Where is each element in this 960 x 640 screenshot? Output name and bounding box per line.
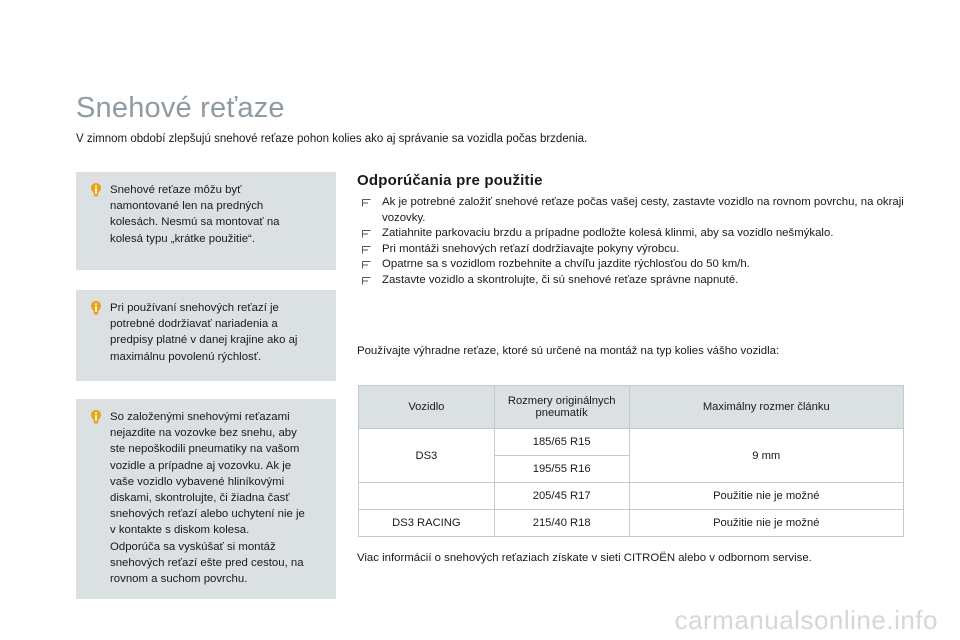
list-item: Ak je potrebné založiť snehové reťaze počas vašej cesty, zastavte vozidlo na rovnom povrchu, na okraji vozovky. bbox=[362, 195, 907, 226]
checkbox-bullet-icon bbox=[362, 246, 371, 254]
cell-tyre: 185/65 R15 bbox=[494, 429, 629, 456]
checkbox-bullet-icon bbox=[362, 277, 371, 285]
table-row bbox=[359, 510, 904, 537]
info-box-text: So založenými snehovými reťazami nejazdite na vozovke bez snehu, aby ste nepoškodili pneumatiky na vašom vozidle a prípadne aj vozovku. Ak je vaše vozidlo vybavené hliníkovými diskami, skontrolujte, či žiadna časť snehových reťazí alebo uchytení nie je v kontakte s diskom kolesa. Odporúča sa vyskúšať si montáž snehových reťazí ešte pred cestou, na rovnom a suchom povrchu. bbox=[110, 411, 305, 586]
cell-max: 9 mm bbox=[629, 429, 903, 483]
list-item: Pri montáži snehových reťazí dodržiavajte pokyny výrobcu. bbox=[362, 242, 907, 258]
cell-max: Použitie nie je možné bbox=[629, 483, 903, 510]
cell-tyre: 215/40 R18 bbox=[494, 510, 629, 537]
table-row bbox=[359, 429, 904, 456]
recommendations-list bbox=[362, 195, 907, 289]
page-title: Snehové reťaze bbox=[76, 92, 285, 124]
info-box-text: Snehové reťaze môžu byť namontované len na predných kolesách. Nesmú sa montovať na kolesá typu „krátke použitie“. bbox=[110, 184, 280, 245]
intro-text: V zimnom období zlepšujú snehové reťaze pohon kolies ako aj správanie sa vozidla počas brzdenia. bbox=[76, 133, 588, 145]
snow-chain-table bbox=[358, 385, 904, 537]
checkbox-bullet-icon bbox=[362, 199, 371, 207]
cell-tyre: 195/55 R16 bbox=[494, 456, 629, 483]
table-header-row bbox=[359, 386, 904, 429]
header-tyre-size: Rozmery originálnych pneumatík bbox=[494, 386, 629, 429]
checkbox-bullet-icon bbox=[362, 261, 371, 269]
info-icon bbox=[89, 300, 103, 316]
info-box-no-snow-warning bbox=[76, 399, 336, 599]
table-row bbox=[359, 483, 904, 510]
watermark: carmanualsonline.info bbox=[674, 605, 938, 635]
info-icon bbox=[89, 182, 103, 198]
usage-note: Používajte výhradne reťaze, ktoré sú určené na montáž na typ kolies vášho vozidla: bbox=[357, 345, 780, 357]
info-box-text: Pri používaní snehových reťazí je potrebné dodržiavať nariadenia a predpisy platné v danej krajine ako aj maximálnu povolenú rýchlosť. bbox=[110, 302, 298, 363]
list-item: Zastavte vozidlo a skontrolujte, či sú snehové reťaze správne napnuté. bbox=[362, 273, 907, 289]
cell-vehicle: DS3 bbox=[359, 429, 495, 483]
list-item: Opatrne sa s vozidlom rozbehnite a chvíľu jazdite rýchlosťou do 50 km/h. bbox=[362, 257, 907, 273]
info-icon bbox=[89, 409, 103, 425]
cell-tyre: 205/45 R17 bbox=[494, 483, 629, 510]
info-box-regulations bbox=[76, 290, 336, 381]
list-item: Zatiahnite parkovaciu brzdu a prípadne podložte kolesá klinmi, aby sa vozidlo nešmýkalo. bbox=[362, 226, 907, 242]
header-vehicle: Vozidlo bbox=[359, 386, 495, 429]
more-info-text: Viac informácií o snehových reťaziach získate v sieti CITROËN alebo v odbornom servise. bbox=[357, 552, 812, 564]
header-max-link-size: Maximálny rozmer článku bbox=[629, 386, 903, 429]
checkbox-bullet-icon bbox=[362, 230, 371, 238]
cell-max: Použitie nie je možné bbox=[629, 510, 903, 537]
cell-vehicle: DS3 RACING bbox=[359, 510, 495, 537]
cell-vehicle-empty bbox=[359, 483, 495, 510]
info-box-front-wheels bbox=[76, 172, 336, 270]
recommendations-title: Odporúčania pre použitie bbox=[357, 172, 543, 189]
